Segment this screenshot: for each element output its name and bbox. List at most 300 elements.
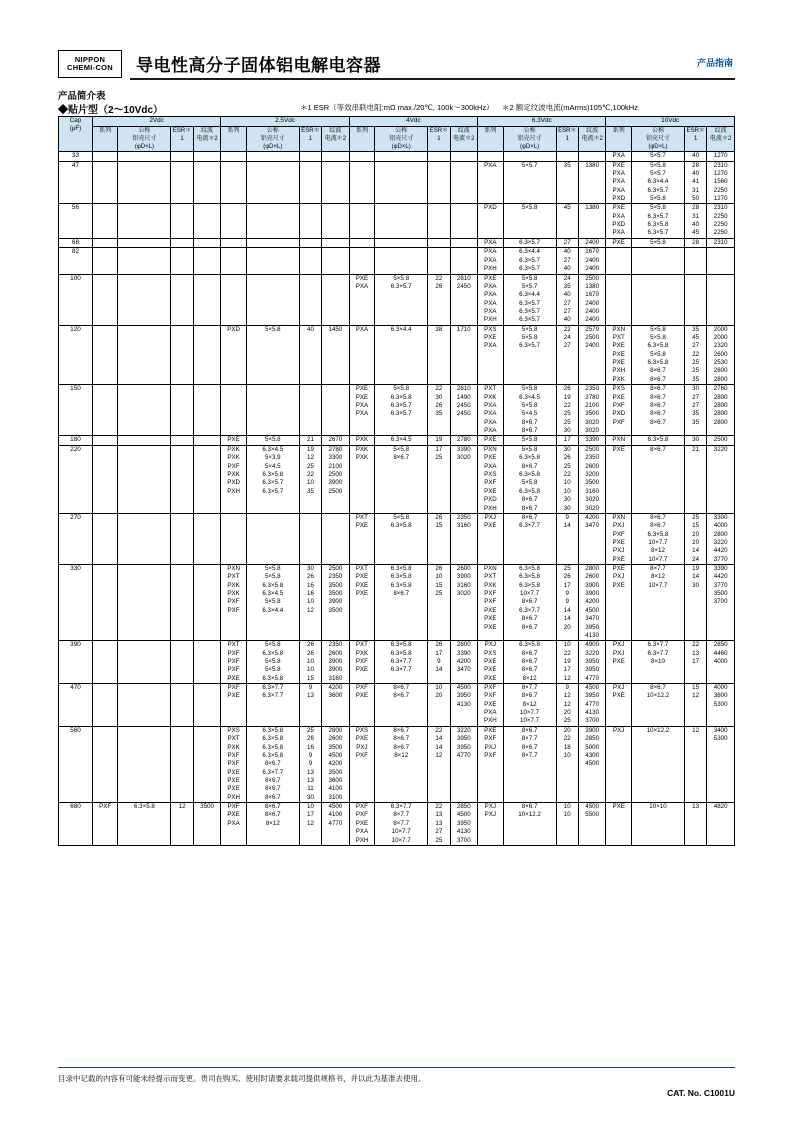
guide-label: 产品指南 [696,58,733,68]
col-header-size-3: 公称 铝壳尺寸 (φD×L) [503,126,556,151]
cell-g3-ripple [450,248,478,274]
cell-g1-series [92,161,117,204]
cell-g1-ripple [193,445,221,513]
cell-g4-esr: 9 14 [556,513,578,564]
table-notes [300,102,638,113]
cell-g3-size: 6.3×4.5 [375,436,428,446]
cell-g4-size: 8×6.7 6.3×7.7 [503,513,556,564]
cell-g2-size: 6.3×7.7 6.3×7.7 [246,684,299,727]
col-header-esr-3: ESR＊1 [556,126,578,151]
cap-value: 100 [59,274,93,325]
cell-g2-ripple: 2350 2600 3900 3900 3160 [322,641,350,684]
cell-g4-ripple: 1380 [578,204,606,238]
cell-g3-series: PXE PXA [349,274,374,325]
cell-g1-esr [171,513,193,564]
cell-g3-size: 6.3×5.8 6.3×5.8 6.3×7.7 6.3×7.7 [375,641,428,684]
col-header-esr-4: ESR＊1 [684,126,706,151]
cell-g3-ripple: 1710 [450,325,478,385]
cell-g1-esr [171,436,193,446]
cell-g4-ripple: 1670 2400 2400 [578,248,606,274]
cell-g1-ripple [193,513,221,564]
cell-g3-series: PXF PXF PXE PXA PXH [349,803,374,846]
cell-g4-series: PXN PXE PXA PXS PXF PXE PXD PXH [478,445,503,513]
cell-g2-esr [299,204,321,238]
cell-g5-size [631,274,684,325]
cell-g1-esr [171,565,193,641]
cell-g1-series [92,325,117,385]
cell-g4-esr: 35 [556,161,578,204]
cell-g3-size [375,204,428,238]
cell-g1-ripple [193,565,221,641]
cell-g5-ripple: 3220 [707,445,735,513]
cell-g4-esr: 40 27 40 [556,248,578,274]
cell-g2-esr: 30 26 16 16 10 12 [299,565,321,641]
cell-g1-series [92,248,117,274]
table-row [59,274,735,325]
cap-value: 470 [59,684,93,727]
cell-g2-ripple [322,204,350,238]
cell-g1-ripple [193,726,221,802]
cell-g5-ripple: 2310 1270 1560 2250 1270 [707,161,735,204]
cell-g1-ripple [193,325,221,385]
cell-g5-size: 6.3×5.8 [631,436,684,446]
cell-g1-series [92,238,117,248]
cell-g2-ripple [322,238,350,248]
cell-g5-series: PXE PXJ PXE [606,565,631,641]
cell-g3-series: PXK PXK [349,445,374,513]
table-row [59,565,735,641]
cell-g2-esr: 9 13 [299,684,321,727]
cell-g1-size [118,565,171,641]
cell-g3-size [375,248,428,274]
cell-g4-series: PXJ PXJ [478,803,503,846]
cell-g2-size: 8×6.7 8×6.7 8×12 [246,803,299,846]
cell-g3-size [375,161,428,204]
cell-g4-size: 6.3×4.4 6.3×5.7 6.3×5.7 [503,248,556,274]
cell-g4-series: PXA PXA PXH [478,248,503,274]
cell-g4-esr: 10 10 [556,803,578,846]
cell-g4-esr: 22 24 27 [556,325,578,385]
cell-g5-series: PXJ PXE [606,684,631,727]
cell-g5-esr: 30 27 27 35 35 [684,385,706,436]
cell-g3-series: PXT PXK PXF PXE [349,641,374,684]
cell-g4-series: PXA [478,238,503,248]
cell-g3-ripple: 4500 3950 4130 [450,684,478,727]
cell-g4-esr: 27 [556,238,578,248]
cell-g4-ripple: 2800 2600 3900 3900 4200 4500 3470 3950 4130 [578,565,606,641]
cell-g3-ripple: 2350 3160 [450,513,478,564]
cell-g4-esr: 9 12 12 20 25 [556,684,578,727]
cell-g4-series: PXJ PXE [478,513,503,564]
cell-g1-size [118,726,171,802]
cell-g3-size [375,151,428,161]
cell-g1-ripple [193,684,221,727]
cell-g5-series [606,248,631,274]
cell-g5-esr: 28 40 41 31 50 [684,161,706,204]
column-header-row [59,126,735,151]
cell-g2-size [246,161,299,204]
cell-g4-size: 5×5.8 6.3×4.5 5×5.8 5×4.5 8×6.7 8×6.7 [503,385,556,436]
cell-g2-size: 5×5.8 [246,436,299,446]
cell-g1-series [92,726,117,802]
cell-g3-esr [428,248,450,274]
cell-g3-esr: 26 17 9 14 [428,641,450,684]
cell-g1-series [92,684,117,727]
note-ripple: ＊2 额定纹波电流(mArms)105℃,100kHz [502,103,638,112]
cell-g4-size: 8×6.7 10×12.2 [503,803,556,846]
cell-g3-ripple: 3390 3020 [450,445,478,513]
cell-g1-esr [171,151,193,161]
cell-g1-size [118,436,171,446]
cell-g2-size [246,385,299,436]
cell-g3-size: 5×5.8 6.3×5.8 6.3×5.7 6.3×5.7 [375,385,428,436]
table-row [59,641,735,684]
cell-g4-size: 6.3×5.8 6.3×5.8 6.3×5.8 10×7.7 8×6.7 6.3×7.7 8×6.7 8×6.7 [503,565,556,641]
cell-g3-ripple [450,151,478,161]
cell-g4-size: 6.3×5.8 8×6.7 8×6.7 8×6.7 8×12 [503,641,556,684]
cell-g3-series: PXS PXE PXJ PXF [349,726,374,802]
cell-g5-esr: 28 [684,238,706,248]
cell-g3-series: PXT PXE PXE PXE [349,565,374,641]
cell-g1-esr [171,641,193,684]
cell-g2-series [221,204,246,238]
cell-g3-esr [428,161,450,204]
cell-g2-series [221,513,246,564]
cell-g4-esr: 20 22 18 10 [556,726,578,802]
cell-g2-ripple: 4200 3600 [322,684,350,727]
cell-g4-ripple: 3390 [578,436,606,446]
cell-g3-esr: 26 15 [428,513,450,564]
cell-g4-esr: 25 26 17 9 9 14 14 20 [556,565,578,641]
cell-g5-ripple: 3400 5300 [707,726,735,802]
cell-g4-series: PXD [478,204,503,238]
col-header-esr-2: ESR＊1 [428,126,450,151]
cell-g1-esr [171,385,193,436]
cell-g3-size [375,238,428,248]
table-row [59,726,735,802]
cell-g3-ripple: 3220 3950 3950 4770 [450,726,478,802]
cap-value: 82 [59,248,93,274]
cell-g1-size [118,238,171,248]
voltage-group-3: 6.3Vdc [478,117,606,127]
cap-value: 33 [59,151,93,161]
table-row [59,803,735,846]
cell-g5-size: 10×12.2 [631,726,684,802]
col-header-series-2: 系列 [349,126,374,151]
table-row [59,238,735,248]
cell-g1-series [92,513,117,564]
cell-g5-size: 10×10 [631,803,684,846]
cell-g5-esr: 30 [684,436,706,446]
cell-g3-ripple: 2780 [450,436,478,446]
cell-g2-series: PXF PXE PXA [221,803,246,846]
cell-g5-size: 5×5.7 [631,151,684,161]
cap-value: 180 [59,436,93,446]
cell-g5-ripple: 2310 2250 2250 2250 [707,204,735,238]
cell-g4-ripple: 1380 [578,161,606,204]
cell-g2-size [246,151,299,161]
cell-g3-ripple [450,204,478,238]
cell-g5-series: PXA [606,151,631,161]
cell-g1-series [92,204,117,238]
cell-g2-esr: 26 26 10 10 15 [299,641,321,684]
cell-g4-esr: 10 22 19 17 12 [556,641,578,684]
cell-g4-series [478,151,503,161]
col-header-size-0: 公称 铝壳尺寸 (φD×L) [118,126,171,151]
cell-g2-size: 6.3×4.5 5×3.9 5×4.5 6.3×5.8 6.3×5.7 6.3×5.7 [246,445,299,513]
cell-g4-esr: 45 [556,204,578,238]
cell-g5-ripple: 2310 [707,238,735,248]
table-row [59,325,735,385]
cell-g5-ripple: 2850 4460 4000 [707,641,735,684]
cell-g5-esr: 40 [684,151,706,161]
col-header-ripple-2: 纹波 电流＊2 [450,126,478,151]
cell-g2-size [246,204,299,238]
cell-g2-esr [299,513,321,564]
cell-g1-size [118,684,171,727]
cap-value: 120 [59,325,93,385]
table-row [59,385,735,436]
cell-g3-size: 6.3×4.4 [375,325,428,385]
cell-g2-series [221,248,246,274]
cell-g5-series: PXE [606,445,631,513]
cell-g4-esr: 17 [556,436,578,446]
cell-g1-series [92,565,117,641]
cell-g2-series [221,274,246,325]
cell-g4-ripple: 4900 3220 3950 3950 4770 [578,641,606,684]
cell-g4-size: 6.3×5.7 [503,238,556,248]
cell-g1-series [92,274,117,325]
cell-g5-esr: 28 31 40 45 [684,204,706,238]
cell-g3-ripple: 2600 3900 3160 3020 [450,565,478,641]
cell-g5-size: 5×5.8 [631,238,684,248]
voltage-group-4: 10Vdc [606,117,735,127]
footer-divider [58,1067,735,1068]
cell-g4-size: 5×5.8 5×5.8 6.3×5.7 [503,325,556,385]
cell-g4-size [503,151,556,161]
cell-g2-series [221,161,246,204]
cell-g3-size: 5×5.8 6.3×5.7 [375,274,428,325]
cell-g1-ripple [193,248,221,274]
cell-g3-series: PXK [349,436,374,446]
cell-g5-esr: 22 13 17 [684,641,706,684]
cap-value: 47 [59,161,93,204]
cell-g2-size: 5×5.8 [246,325,299,385]
cell-g5-series: PXS PXE PXF PXD PXF [606,385,631,436]
cell-g4-ripple [578,151,606,161]
table-row [59,684,735,727]
page-header [58,48,735,82]
cell-g4-series: PXS PXE PXA [478,325,503,385]
cell-g3-series: PXA [349,325,374,385]
cell-g5-ripple: 4820 [707,803,735,846]
cell-g3-series [349,238,374,248]
spec-table-wrap [58,116,735,846]
cell-g3-esr: 22 14 14 12 [428,726,450,802]
cap-value: 560 [59,726,93,802]
cell-g5-size: 5×5.8 6.3×5.7 6.3×5.8 6.3×5.7 [631,204,684,238]
cell-g1-ripple [193,436,221,446]
cell-g5-series: PXE PXA PXD PXA [606,204,631,238]
cell-g5-ripple: 2760 2800 2800 2800 2800 [707,385,735,436]
cell-g4-series: PXN PXT PXK PXF PXF PXE PXE PXE [478,565,503,641]
cell-g5-esr: 21 [684,445,706,513]
cell-g4-ripple: 2400 [578,238,606,248]
voltage-group-2: 4Vdc [349,117,477,127]
cell-g5-ripple: 2500 [707,436,735,446]
cell-g2-esr: 19 12 25 22 10 35 [299,445,321,513]
cell-g2-series: PXE [221,436,246,446]
cell-g2-esr [299,151,321,161]
cell-g5-esr: 12 [684,726,706,802]
cell-g4-ripple: 2570 2500 2400 [578,325,606,385]
table-row [59,445,735,513]
cell-g1-ripple [193,385,221,436]
cell-g4-size: 5×5.8 5×5.7 6.3×4.4 6.3×5.7 6.3×5.7 6.3×5.7 [503,274,556,325]
cell-g3-ripple: 2610 2450 [450,274,478,325]
col-header-ripple-3: 纹波 电流＊2 [578,126,606,151]
cell-g2-esr [299,274,321,325]
cap-value: 390 [59,641,93,684]
cell-g2-series: PXD [221,325,246,385]
cell-g1-size [118,161,171,204]
cell-g5-size: 5×5.8 5×5.8 6.3×5.8 5×5.8 6.3×5.8 8×6.7 8×6.7 [631,325,684,385]
cell-g5-series: PXN PXJ PXF PXE PXJ PXE [606,513,631,564]
cell-g5-esr: 13 [684,803,706,846]
cell-g5-ripple: 3300 4000 2800 3220 4420 3770 [707,513,735,564]
section-title: 产品简介表 [58,91,106,102]
col-header-size-4: 公称 铝壳尺寸 (φD×L) [631,126,684,151]
cell-g4-ripple: 3900 2850 5000 4300 4500 [578,726,606,802]
cap-value: 330 [59,565,93,641]
cell-g5-size: 6.3×7.7 6.3×7.7 8×10 [631,641,684,684]
cell-g2-esr [299,385,321,436]
title-bar [130,48,735,80]
cell-g2-esr: 40 [299,325,321,385]
cell-g5-series [606,274,631,325]
cell-g3-size: 8×6.7 8×6.7 8×6.7 8×12 [375,726,428,802]
cap-header-line1: Cap [69,117,82,124]
section-subtitle: ◆贴片型（2～10Vdc） [58,105,164,116]
cell-g2-esr [299,238,321,248]
cell-g5-series: PXE [606,238,631,248]
col-header-ripple-4: 纹波 电流＊2 [707,126,735,151]
col-header-ripple-1: 纹波 电流＊2 [322,126,350,151]
cell-g1-esr [171,325,193,385]
cell-g1-esr [171,161,193,204]
cell-g3-esr: 26 10 15 25 [428,565,450,641]
cell-g1-esr [171,445,193,513]
cell-g2-size: 5×5.8 6.3×5.8 5×5.8 5×5.8 6.3×5.8 [246,641,299,684]
cell-g4-series: PXE [478,436,503,446]
cell-g1-ripple [193,204,221,238]
cell-g5-series: PXJ [606,726,631,802]
voltage-group-1: 2.5Vdc [221,117,349,127]
table-row [59,161,735,204]
cell-g1-series [92,436,117,446]
cell-g5-series: PXJ PXJ PXE [606,641,631,684]
cell-g4-size: 8×7.7 8×6.7 8×12 10×7.7 10×7.7 [503,684,556,727]
cell-g2-esr [299,248,321,274]
cell-g2-ripple [322,274,350,325]
cell-g2-size: 6.3×5.8 6.3×5.8 6.3×5.8 6.3×5.8 8×6.7 6.3×7.7 8×6.7 8×6.7 8×6.7 [246,726,299,802]
cell-g4-series: PXJ PXS PXE PXE PXE [478,641,503,684]
cell-g4-size: 5×5.7 [503,161,556,204]
cell-g1-series: PXF [92,803,117,846]
cell-g4-size: 5×5.8 [503,436,556,446]
col-header-size-1: 公称 铝壳尺寸 (φD×L) [246,126,299,151]
cell-g1-size [118,641,171,684]
cell-g4-ripple: 4500 5500 [578,803,606,846]
cell-g3-ripple: 2610 1490 2450 2450 [450,385,478,436]
cell-g4-series: PXE PXF PXJ PXF [478,726,503,802]
cell-g3-esr: 17 25 [428,445,450,513]
cap-header [59,117,93,152]
cell-g2-series: PXN PXT PXK PXK PXF PXF [221,565,246,641]
cell-g1-size [118,248,171,274]
cap-value: 56 [59,204,93,238]
cell-g1-ripple [193,641,221,684]
cell-g1-size [118,513,171,564]
table-row [59,151,735,161]
cell-g3-size: 5×5.8 6.3×5.8 [375,513,428,564]
cell-g3-series: PXT PXE [349,513,374,564]
cell-g2-size [246,248,299,274]
cap-value: 270 [59,513,93,564]
cell-g1-ripple [193,274,221,325]
cell-g5-size: 8×6.7 10×12.2 [631,684,684,727]
cell-g3-series: PXE PXE PXA PXA [349,385,374,436]
cell-g1-esr [171,726,193,802]
cell-g3-size: 8×6.7 8×6.7 [375,684,428,727]
cell-g5-series: PXN [606,436,631,446]
cell-g2-ripple [322,513,350,564]
cell-g2-series: PXK PXK PXF PXK PXD PXH [221,445,246,513]
cell-g1-ripple [193,238,221,248]
cell-g1-ripple [193,161,221,204]
cell-g4-esr: 30 26 25 22 10 10 30 30 [556,445,578,513]
cell-g4-ripple: 2500 1380 1670 2400 2400 2400 [578,274,606,325]
cell-g2-series: PXF PXE [221,684,246,727]
cell-g5-esr: 25 15 20 20 14 24 [684,513,706,564]
cell-g1-ripple: 3500 [193,803,221,846]
cell-g2-series: PXT PXF PXF PXF PXE [221,641,246,684]
cell-g3-ripple: 2600 3390 4200 3470 [450,641,478,684]
col-header-series-1: 系列 [221,126,246,151]
footer-note: 目录中记载的内容有可能未经提示而变更。贵司在购买、使用时请要求载司提供规格书，并以此为基准去使用。 [58,1074,426,1083]
cell-g1-size [118,274,171,325]
cell-g3-series [349,204,374,238]
cell-g5-esr: 19 14 30 [684,565,706,641]
cell-g4-esr: 24 35 40 27 27 40 [556,274,578,325]
col-header-series-4: 系列 [606,126,631,151]
cell-g2-esr: 10 17 12 [299,803,321,846]
cell-g5-series: PXE [606,803,631,846]
cell-g5-size: 8×7.7 8×12 10×7.7 [631,565,684,641]
cell-g5-series: PXE PXA PXA PXA PXD [606,161,631,204]
table-row [59,436,735,446]
cell-g1-size [118,325,171,385]
cell-g4-series: PXE PXA PXA PXA PXA PXH [478,274,503,325]
cell-g5-ripple: 4000 3800 5300 [707,684,735,727]
cell-g1-esr [171,204,193,238]
cell-g4-ripple: 2500 2350 2600 3200 3500 3160 3020 3020 [578,445,606,513]
cell-g3-series [349,151,374,161]
col-header-esr-0: ESR＊1 [171,126,193,151]
cell-g3-esr [428,151,450,161]
cell-g1-size [118,151,171,161]
cell-g4-esr: 26 19 22 25 25 30 [556,385,578,436]
